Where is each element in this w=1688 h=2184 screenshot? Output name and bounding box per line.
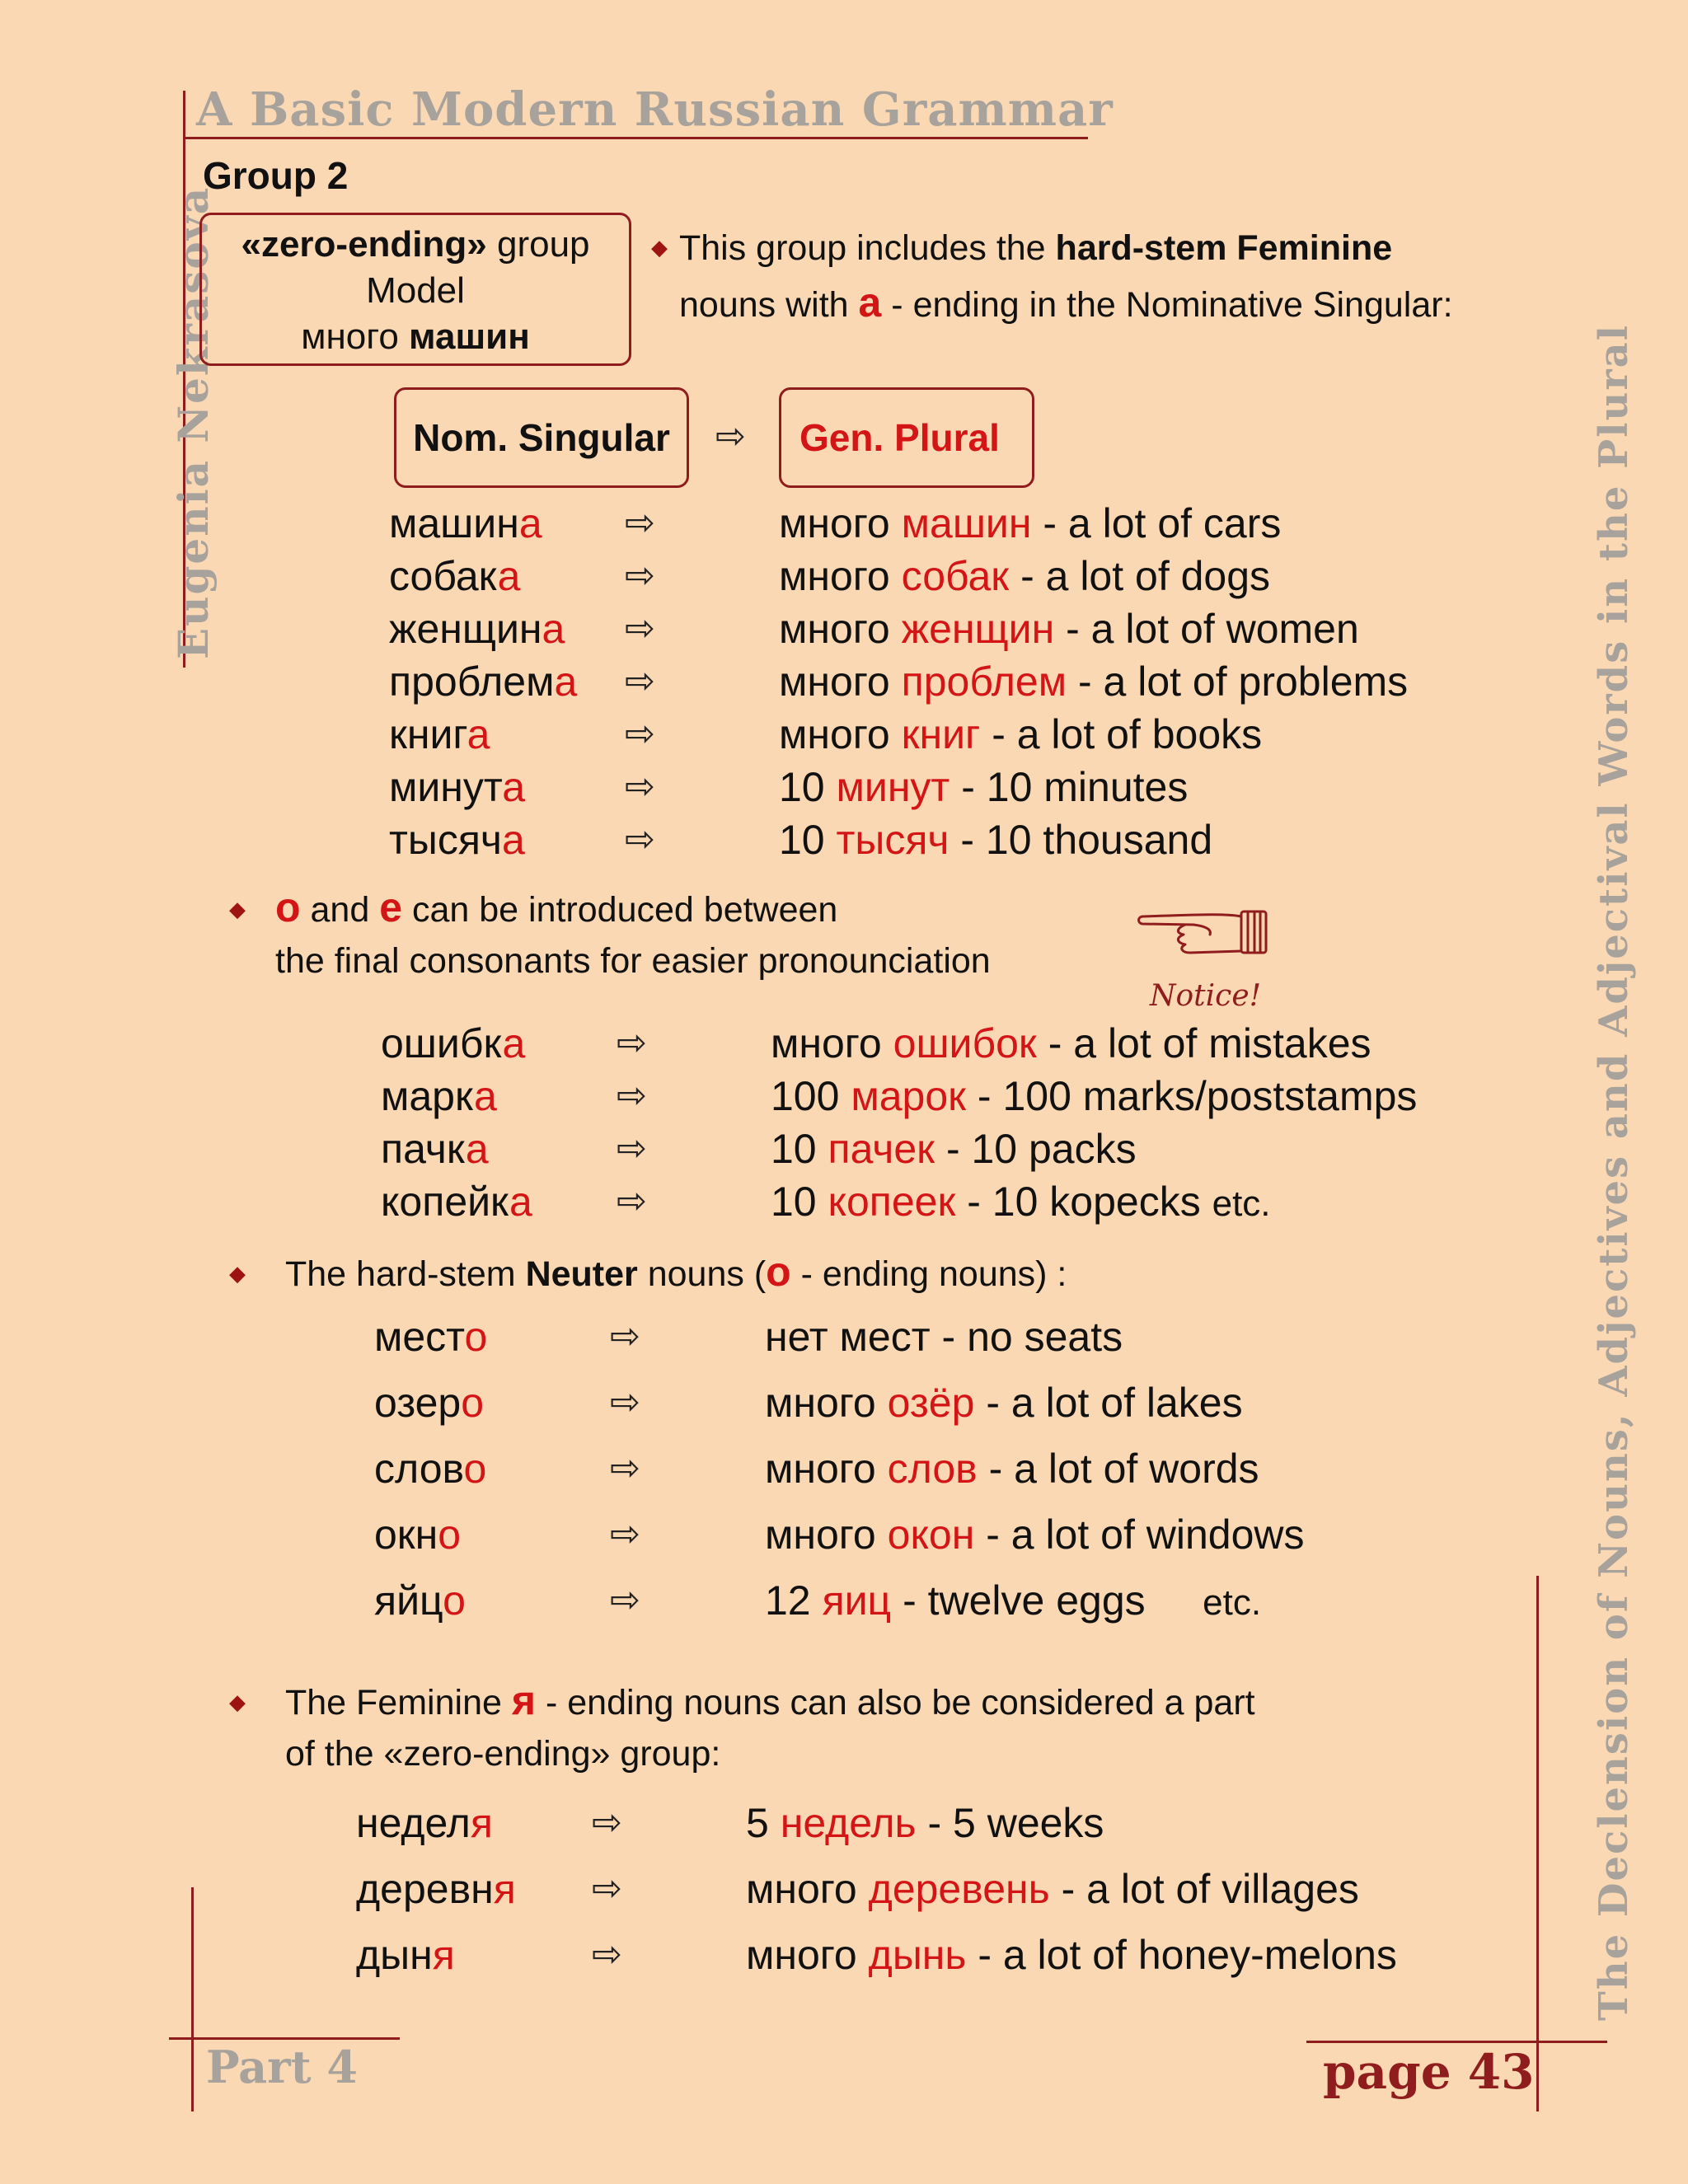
gen-plural-phrase [771, 1019, 1372, 1068]
gen-plural-phrase [771, 1124, 1137, 1174]
translation: - 10 packs [935, 1126, 1137, 1172]
word-stem: книг [389, 711, 467, 757]
gen-plural-phrase [779, 762, 1188, 812]
gen-plural-phrase [779, 710, 1262, 759]
word-ending: а [542, 606, 565, 652]
arrow-icon: ⇨ [610, 1580, 640, 1620]
bullet-icon: ◆ [229, 1261, 246, 1286]
nom-singular-word [374, 1444, 486, 1493]
quantity-word: много [779, 500, 902, 546]
gen-plural-phrase [765, 1576, 1261, 1628]
quantity-word: 5 [746, 1800, 781, 1846]
gen-plural-form: окон [887, 1511, 975, 1558]
gen-plural-phrase [779, 815, 1212, 865]
word-ending: о [461, 1380, 485, 1426]
frame-line-left-bottom [191, 1887, 194, 2111]
nom-singular-word [356, 1930, 455, 1980]
gen-plural-form: марок [851, 1073, 967, 1119]
note3-line-1 [285, 1675, 1255, 1728]
frame-line-top [183, 137, 1088, 139]
translation: - twelve eggs [891, 1577, 1146, 1624]
model-mnogo: много [301, 316, 399, 357]
word-ending: я [493, 1866, 516, 1912]
header-gen-label: Gen. Plural [799, 416, 1000, 459]
word-ending: а [554, 658, 578, 705]
word-stem: копейк [381, 1179, 510, 1225]
gen-plural-form: книг [901, 711, 981, 757]
gen-plural-phrase [779, 551, 1270, 601]
pointing-hand-icon [1136, 905, 1273, 963]
quantity-word: много [765, 1446, 888, 1492]
notice-label: Notice! [1150, 979, 1262, 1013]
nom-singular-word [389, 657, 577, 706]
zero-ending-label: «zero-ending» [241, 224, 487, 265]
word-stem: слов [374, 1446, 464, 1492]
note3-paragraph [285, 1675, 1255, 1779]
gen-plural-form: машин [901, 500, 1032, 546]
quantity-word: много [746, 1932, 869, 1978]
nom-singular-word [381, 1124, 489, 1174]
arrow-icon: ⇨ [625, 766, 655, 807]
etc-label: etc. [1203, 1582, 1262, 1623]
word-stem: марк [381, 1073, 474, 1119]
nom-singular-word [389, 710, 490, 759]
note3-letter-ya: я [511, 1677, 537, 1723]
book-title: A Basic Modern Russian Grammar [196, 82, 1114, 137]
gen-plural-phrase [765, 1444, 1259, 1493]
gen-plural-phrase [765, 1510, 1304, 1559]
header-nom-label: Nom. Singular [413, 416, 670, 459]
word-stem: деревн [356, 1866, 494, 1912]
gen-plural-form: ошибок [893, 1020, 1037, 1066]
gen-plural-form: недель [780, 1800, 917, 1846]
gen-plural-phrase [765, 1312, 1123, 1361]
note2-text-2: nouns ( [647, 1254, 767, 1294]
translation: - a lot of problems [1067, 658, 1409, 705]
gen-plural-phrase [746, 1864, 1359, 1914]
word-ending: я [470, 1800, 493, 1846]
nom-singular-word [356, 1798, 493, 1848]
word-ending: а [502, 1020, 526, 1066]
bullet-icon: ◆ [229, 1690, 246, 1714]
note2-letter-o: о [766, 1249, 791, 1295]
translation: - a lot of villages [1049, 1866, 1359, 1912]
gen-plural-form: озёр [887, 1380, 975, 1426]
note2-paragraph [285, 1244, 1067, 1301]
word-stem: озер [374, 1380, 462, 1426]
gen-plural-form: яиц [822, 1577, 892, 1624]
note3-text-1: The Feminine [285, 1683, 502, 1722]
nom-singular-word [389, 604, 565, 654]
gen-plural-form: тысяч [836, 817, 950, 863]
word-stem: машин [389, 500, 519, 546]
intro-line-1 [679, 221, 1453, 275]
page-number: page 43 [1323, 2044, 1535, 2100]
gen-plural-phrase [746, 1798, 1104, 1848]
gen-plural-phrase [779, 604, 1359, 654]
word-ending: о [443, 1577, 466, 1624]
arrow-icon: ⇨ [610, 1448, 640, 1488]
header-arrow-icon: ⇨ [715, 416, 746, 457]
translation: - 10 kopecks [955, 1179, 1201, 1225]
translation: - 100 marks/poststamps [966, 1073, 1418, 1119]
note3-text-2: - ending nouns can also be considered a part [546, 1683, 1255, 1722]
translation: - a lot of windows [974, 1511, 1305, 1558]
etc-label: etc. [1212, 1183, 1271, 1224]
intro-text-2: nouns with [679, 285, 849, 325]
arrow-icon: ⇨ [617, 1023, 647, 1063]
word-stem: дын [356, 1932, 433, 1978]
translation: - a lot of lakes [974, 1380, 1243, 1426]
note3-line-2: of the «zero-ending» group: [285, 1734, 721, 1774]
translation: - 10 thousand [949, 817, 1213, 863]
model-mashin: машин [409, 316, 530, 357]
translation: - no seats [930, 1314, 1123, 1360]
word-ending: о [464, 1314, 488, 1360]
gen-plural-phrase [779, 657, 1408, 706]
translation: - a lot of cars [1031, 500, 1282, 546]
note1-letter-e: е [379, 884, 403, 930]
note1-paragraph [275, 882, 991, 987]
note2-neuter: Neuter [525, 1254, 638, 1294]
word-ending: а [473, 1073, 497, 1119]
quantity-word: 100 [771, 1073, 851, 1119]
translation: - a lot of women [1054, 606, 1359, 652]
nom-singular-word [389, 815, 525, 865]
quantity-word: много [746, 1866, 869, 1912]
note1-line-1 [275, 882, 991, 935]
nom-singular-word [381, 1071, 497, 1121]
word-ending: а [502, 764, 526, 810]
gen-plural-form: женщин [901, 606, 1055, 652]
nom-singular-word [374, 1510, 461, 1559]
gen-plural-form: дынь [868, 1932, 967, 1978]
intro-text-3: - ending in the Nominative Singular: [891, 285, 1453, 325]
model-line-3 [202, 314, 629, 360]
nom-singular-word [381, 1177, 532, 1226]
gen-plural-phrase [779, 499, 1281, 548]
nom-singular-word [389, 551, 520, 601]
intro-paragraph [679, 221, 1453, 332]
word-stem: окн [374, 1511, 438, 1558]
note1-line-2: the final consonants for easier pronounciation [275, 941, 991, 981]
quantity-word: много [779, 658, 902, 705]
translation: - 10 minutes [950, 764, 1189, 810]
bullet-icon: ◆ [651, 235, 668, 260]
quantity-word: 10 [779, 764, 837, 810]
model-line-1 [202, 222, 629, 268]
note2-text-3: - ending nouns) : [800, 1254, 1067, 1294]
arrow-icon: ⇨ [592, 1934, 622, 1975]
quantity-word: много [765, 1380, 888, 1426]
translation: - a lot of books [980, 711, 1263, 757]
arrow-icon: ⇨ [610, 1316, 640, 1357]
word-stem: собак [389, 553, 498, 599]
arrow-icon: ⇨ [625, 819, 655, 860]
intro-hard-stem-feminine: hard-stem Feminine [1055, 228, 1393, 268]
frame-line-bottom-right [1306, 2041, 1607, 2043]
model-line-2: Model [366, 270, 465, 311]
word-ending: а [465, 1126, 489, 1172]
word-stem: тысяч [389, 817, 502, 863]
word-stem: пачк [381, 1126, 466, 1172]
nom-singular-word [389, 762, 525, 812]
arrow-icon: ⇨ [610, 1382, 640, 1422]
gen-plural-phrase [746, 1930, 1397, 1980]
arrow-icon: ⇨ [625, 661, 655, 701]
header-nom-singular [394, 387, 689, 488]
translation: - 5 weeks [916, 1800, 1104, 1846]
word-stem: яйц [374, 1577, 443, 1624]
gen-plural-phrase [765, 1378, 1243, 1427]
bullet-icon: ◆ [229, 897, 246, 921]
word-stem: мест [374, 1314, 465, 1360]
note1-text: can be introduced between [411, 890, 838, 930]
gen-plural-form: слов [887, 1446, 978, 1492]
quantity-word: много [765, 1511, 888, 1558]
arrow-icon: ⇨ [617, 1076, 647, 1116]
translation: - a lot of mistakes [1036, 1020, 1372, 1066]
frame-line-bottom-left [169, 2037, 400, 2040]
gen-plural-form: пачек [828, 1126, 935, 1172]
arrow-icon: ⇨ [625, 555, 655, 596]
part-label: Part 4 [206, 2041, 358, 2093]
arrow-icon: ⇨ [625, 714, 655, 754]
arrow-icon: ⇨ [617, 1128, 647, 1169]
gen-plural-phrase [771, 1071, 1417, 1121]
nom-singular-word [374, 1576, 466, 1625]
intro-line-2 [679, 275, 1453, 332]
group-word: group [496, 224, 590, 265]
quantity-word: много [779, 606, 902, 652]
note1-letter-o: о [275, 884, 301, 930]
word-stem: недел [356, 1800, 471, 1846]
arrow-icon: ⇨ [617, 1181, 647, 1221]
note1-and: and [310, 890, 370, 930]
word-ending: а [467, 711, 490, 757]
word-ending: о [463, 1446, 487, 1492]
word-stem: ошибк [381, 1020, 503, 1066]
arrow-icon: ⇨ [625, 608, 655, 649]
group-title: Group 2 [203, 154, 349, 197]
gen-plural-form: минут [836, 764, 950, 810]
gen-plural-form: проблем [901, 658, 1067, 705]
arrow-icon: ⇨ [592, 1868, 622, 1909]
model-box [199, 213, 631, 366]
frame-line-right [1536, 1576, 1539, 2111]
arrow-icon: ⇨ [625, 503, 655, 543]
nom-singular-word [356, 1864, 516, 1914]
translation: - a lot of dogs [1009, 553, 1271, 599]
quantity-word: 10 [771, 1179, 828, 1225]
gen-plural-phrase [771, 1177, 1271, 1229]
word-ending: а [497, 553, 521, 599]
nom-singular-word [374, 1312, 487, 1361]
word-ending: о [438, 1511, 462, 1558]
arrow-icon: ⇨ [592, 1802, 622, 1843]
gen-plural-form: деревень [868, 1866, 1050, 1912]
intro-text-1: This group includes the [679, 228, 1046, 268]
arrow-icon: ⇨ [610, 1514, 640, 1554]
quantity-word: 10 [771, 1126, 828, 1172]
nom-singular-word [374, 1378, 484, 1427]
word-ending: а [518, 500, 542, 546]
note2-text-1: The hard-stem [285, 1254, 516, 1294]
quantity-word: 12 [765, 1577, 823, 1624]
word-ending: а [509, 1179, 532, 1225]
header-gen-plural [779, 387, 1034, 488]
word-stem: минут [389, 764, 503, 810]
gen-plural-form: собак [901, 553, 1010, 599]
quantity-word: нет мест [765, 1314, 931, 1360]
chapter-title: The Declension of Nouns, Adjectives and Adjectival Words in the Plural [1591, 324, 1637, 2021]
quantity-word: много [771, 1020, 893, 1066]
gen-plural-form: копеек [828, 1179, 956, 1225]
intro-ending-a: а [858, 279, 882, 326]
author-name: Eugenia Nekrasova [169, 185, 218, 659]
translation: - a lot of honey-melons [966, 1932, 1397, 1978]
word-ending: я [432, 1932, 455, 1978]
quantity-word: много [779, 553, 902, 599]
quantity-word: много [779, 711, 902, 757]
nom-singular-word [381, 1019, 525, 1068]
nom-singular-word [389, 499, 542, 548]
translation: - a lot of words [977, 1446, 1259, 1492]
word-stem: проблем [389, 658, 555, 705]
word-stem: женщин [389, 606, 542, 652]
word-ending: а [501, 817, 525, 863]
quantity-word: 10 [779, 817, 837, 863]
